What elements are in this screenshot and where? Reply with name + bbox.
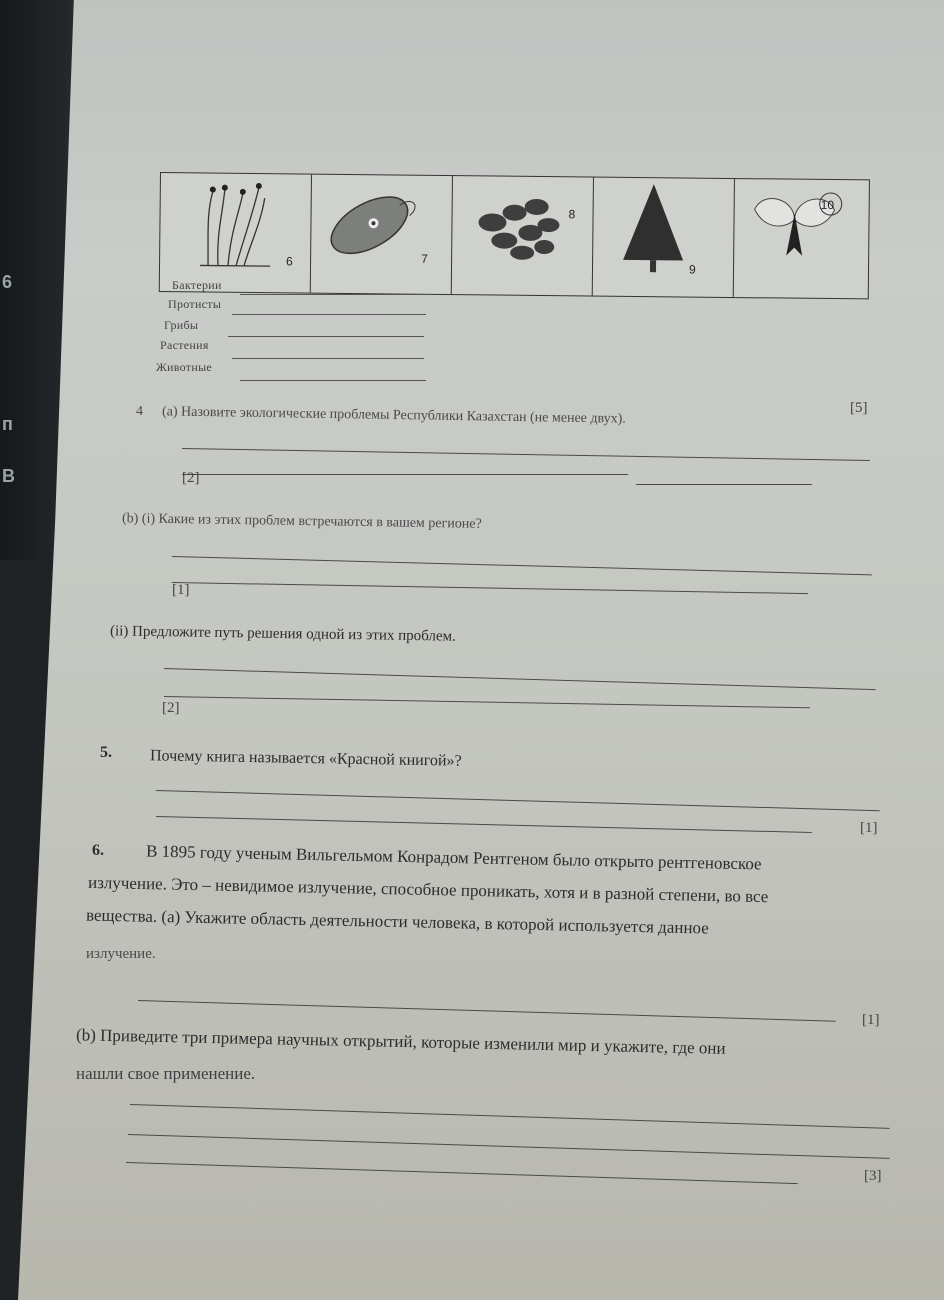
flower-icon xyxy=(734,179,875,280)
answer-line[interactable] xyxy=(232,358,424,359)
answer-line[interactable] xyxy=(164,696,810,708)
question-number: 4 xyxy=(136,404,143,419)
table-cell-protist xyxy=(311,175,453,294)
kingdom-label: Грибы xyxy=(164,318,199,332)
score-mark: [1] xyxy=(862,1012,880,1028)
question-6-line-4: излучение. xyxy=(86,946,156,962)
question-number: 5. xyxy=(100,744,112,761)
fir-tree-icon xyxy=(593,178,734,279)
question-6-line-1: В 1895 году ученым Вильгельмом Конрадом Рентгеном было открыто рентгеновское xyxy=(145,841,762,874)
bacteria-cluster-icon xyxy=(452,176,593,277)
answer-line[interactable] xyxy=(172,582,808,594)
table-cell-animal xyxy=(734,179,875,298)
figure-number: 9 xyxy=(688,262,696,277)
score-mark: [2] xyxy=(182,470,200,486)
figure-number: 10 xyxy=(820,197,835,213)
answer-line[interactable] xyxy=(156,816,812,833)
answer-line[interactable] xyxy=(130,1104,890,1129)
kingdom-label: Животные xyxy=(156,360,213,374)
score-mark: [5] xyxy=(850,400,868,416)
question-6b-text: (b) Приведите три примера научных открытий, которые изменили мир и укажите, где они xyxy=(75,1025,726,1058)
figure-number: 8 xyxy=(568,207,576,222)
question-4a-text: (a) Назовите экологические проблемы Республики Казахстан (не менее двух). xyxy=(161,404,626,427)
key-6: 6 xyxy=(2,272,13,292)
table-cell-fungus xyxy=(160,173,312,293)
answer-line[interactable] xyxy=(240,380,426,381)
kingdom-label: Протисты xyxy=(168,297,222,311)
question-number: 6. xyxy=(92,842,104,859)
score-mark: [1] xyxy=(860,820,878,836)
answer-line[interactable] xyxy=(156,790,880,811)
answer-line[interactable] xyxy=(172,556,872,575)
answer-line[interactable] xyxy=(636,484,812,485)
question-5-text: Почему книга называется «Красной книгой»? xyxy=(149,747,462,770)
answer-line[interactable] xyxy=(232,314,426,315)
question-6a-text: вещества. (a) Укажите область деятельности человека, в которой используется данное xyxy=(85,905,710,938)
organism-table xyxy=(159,172,870,299)
question-6-line-2: излучение. Это – невидимое излучение, способное проникать, хотя и в разной степени, во все xyxy=(87,872,769,907)
answer-line[interactable] xyxy=(128,1134,890,1159)
key-b: B xyxy=(2,466,15,486)
key-p: п xyxy=(2,414,13,434)
score-mark: [2] xyxy=(162,700,180,716)
answer-line[interactable] xyxy=(182,474,628,475)
answer-line[interactable] xyxy=(126,1162,798,1184)
figure-number: 7 xyxy=(421,251,428,266)
paramecium-icon xyxy=(311,175,452,276)
question-4bi-text: (b) (i) Какие из этих проблем встречаются в вашем регионе? xyxy=(121,511,482,532)
answer-line[interactable] xyxy=(138,1000,836,1022)
answer-line[interactable] xyxy=(164,668,876,690)
score-mark: [1] xyxy=(172,582,190,598)
answer-line[interactable] xyxy=(228,336,424,337)
question-6b-line-2: нашли свое применение. xyxy=(76,1064,256,1083)
table-cell-plant xyxy=(593,178,735,297)
figure-number: 6 xyxy=(285,254,293,269)
table-cell-bacteria xyxy=(452,176,594,295)
kingdom-label: Бактерии xyxy=(172,278,222,292)
kingdom-label: Растения xyxy=(160,338,209,352)
score-mark: [3] xyxy=(864,1168,882,1184)
question-4bii-text: (ii) Предложите путь решения одной из этих проблем. xyxy=(109,623,456,645)
answer-line[interactable] xyxy=(240,294,430,295)
answer-line[interactable] xyxy=(182,448,870,461)
